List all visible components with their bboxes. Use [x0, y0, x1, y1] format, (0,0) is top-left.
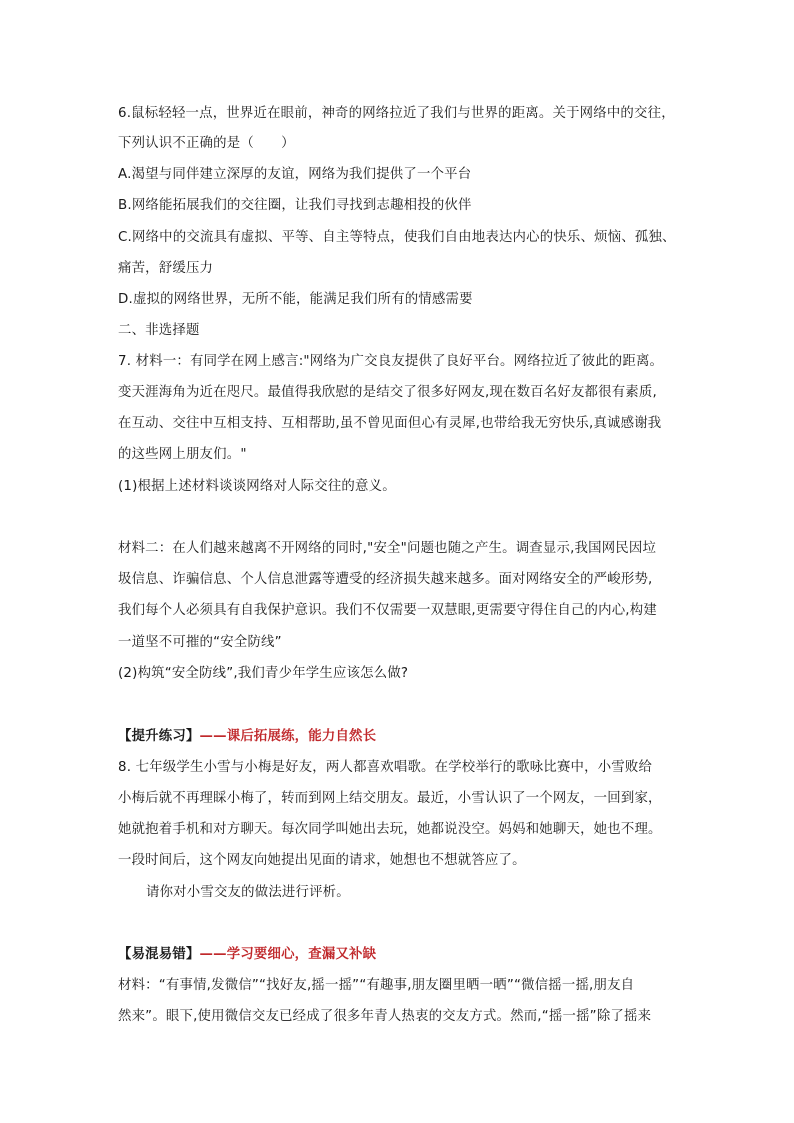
q6-option-c-line1: C.网络中的交流具有虚拟、平等、自主等特点，使我们自由地表达内心的快乐、烦恼、孤独、 [118, 230, 676, 245]
q8-line2: 小梅后就不再理睬小梅了，转而到网上结交朋友。最近，小雪认识了一个网友，一回到家， [118, 791, 662, 806]
q8-line1: 8. 七年级学生小雪与小梅是好友，两人都喜欢唱歌。在学校举行的歌咏比赛中，小雪败给 [118, 760, 653, 775]
q6-stem-line1: 6.鼠标轻轻一点，世界近在眼前，神奇的网络拉近了我们与世界的距离。关于网络中的交往， [118, 106, 675, 121]
yihun-bracket-title: 【易混易错】 [118, 947, 200, 962]
yihun-heading [118, 945, 376, 965]
q6-option-b: B.网络能拓展我们的交往圈，让我们寻找到志趣相投的伙伴 [118, 198, 472, 213]
q6-option-c-line2: 痛苦，舒缓压力 [118, 261, 214, 276]
q6-stem-line2: 下列认识不正确的是（ ） [118, 136, 295, 151]
q7-material2-line1: 材料二：在人们越来越离不开网络的同时,"安全"问题也随之产生。调查显示,我国网民因垃 [118, 541, 657, 556]
q7-subquestion2: (2)构筑“安全防线”,我们青少年学生应该怎么做? [118, 666, 409, 681]
q7-material2-line4: 一道坚不可摧的“安全防线” [118, 635, 282, 650]
q7-material1-line3: 在互动、交往中互相支持、互相帮助,虽不曾见面但心有灵犀,也带给我无穷快乐,真诚感谢我 [118, 416, 662, 431]
tisheng-heading [118, 727, 376, 747]
material-line2: 然来”。眼下,使用微信交友已经成了很多年青人热衷的交友方式。然而,“摇一摇”除了摇来 [118, 1009, 652, 1024]
section-heading: 二、非选择题 [118, 323, 200, 338]
q7-material1-line4: 的这些网上朋友们。" [118, 447, 247, 462]
q8-line3: 她就抱着手机和对方聊天。每次同学叫她出去玩，她都说没空。妈妈和她聊天，她也不理。 [118, 822, 662, 837]
q7-material1-line1: 7. 材料一：有同学在网上感言:"网络为广交良友提供了良好平台。网络拉近了彼此的距离。 [118, 354, 664, 369]
q8-line4: 一段时间后，这个网友向她提出见面的请求，她想也不想就答应了。 [118, 853, 526, 868]
tisheng-bracket-title: 【提升练习】 [118, 729, 200, 744]
q8-prompt: 请你对小雪交友的做法进行评析。 [146, 885, 350, 900]
q7-subquestion1: (1)根据上述材料谈谈网络对人际交往的意义。 [118, 479, 396, 494]
yihun-subtitle: ——学习要细心，查漏又补缺 [199, 947, 377, 962]
q6-option-a: A.渴望与同伴建立深厚的友谊，网络为我们提供了一个平台 [118, 167, 472, 182]
q7-material2-line3: 我们每个人必须具有自我保护意识。我们不仅需要一双慧眼,更需要守得住自己的内心,构建 [118, 603, 657, 618]
q7-material1-line2: 变天涯海角为近在咫尺。最值得我欣慰的是结交了很多好网友,现在数百名好友都很有素质, [118, 385, 657, 400]
q6-option-d: D.虚拟的网络世界，无所不能，能满足我们所有的情感需要 [118, 292, 473, 307]
tisheng-subtitle: ——课后拓展练，能力自然长 [199, 729, 377, 744]
material-line1: 材料：“有事情,发微信”“找好友,摇一摇”“有趣事,朋友圈里晒一晒”“微信摇一摇,朋友自 [118, 978, 635, 993]
q7-material2-line2: 圾信息、诈骗信息、个人信息泄露等遭受的经济损失越来越多。面对网络安全的严峻形势, [118, 572, 653, 587]
